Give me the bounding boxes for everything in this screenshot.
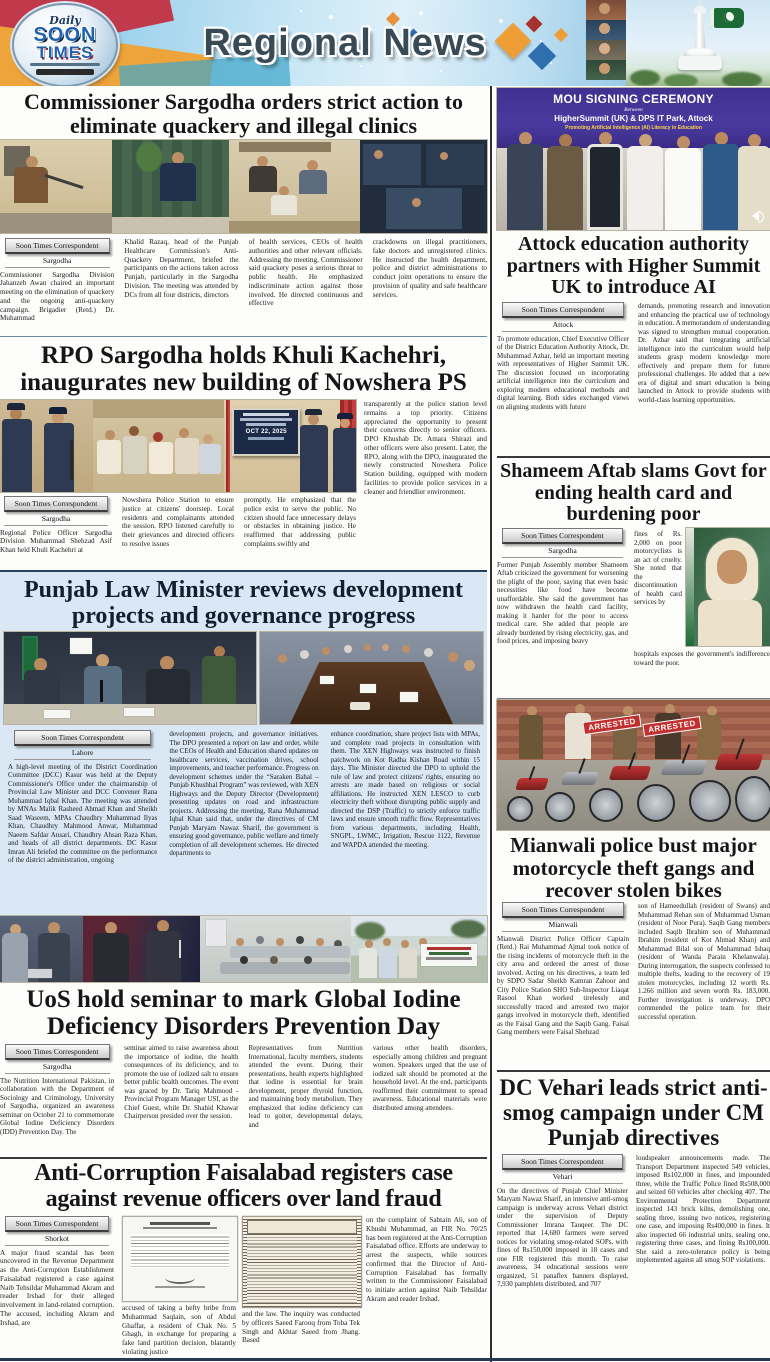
article-body-column: promptly. He emphasized that the police exist to serve the public. No citizen should face unnecessary delays or obstacles in obtaining justice. He reaffirmed that addressing public complaints swiftly and — [244, 496, 356, 548]
headline: UoS hold seminar to mark Global Iodine Deficiency Disorders Prevention Day — [26, 986, 461, 1040]
body-text: Commissioner Sargodha Division Jahanzeb Awan chaired an important meeting on the elimination of quackery and the ongoing anti-quackery campaign. Brigadier (Retd.) Dr. Muhammad — [0, 270, 115, 323]
article-body-column: A major fraud scandal has been uncovered in the Revenue Department as the Anti-Corruption Establishment Faisalabad registered a case against Naib Tehsildar Muhammad Akram and reader Irshad for their alleged involvement in land-related corruption. The accused, including Akram and Irshad, are — [0, 1248, 114, 1327]
article-body-column: Khalid Razaq, head of the Punjab Healthcare Commission's Anti-Quackery Department, briefed the participants on the actions taken across Punjab, particularly in the Sargodha Division. The meeting was attended by DCs from all four districts, directors — [124, 238, 239, 299]
page-bottom-rule — [0, 1358, 770, 1361]
article-body-column: enhance coordination, share project lists with MPAs, and complete road projects in consultation with them. The XEN Highways was instructed to finish patchwork on Kot Radha Kishan Road within 15 days. The Minister directed the DPO to uphold the rule of law and protect citizens' rights, ensuring no arrests are made based on religious or social affiliations. He instructed XEN LESCO to curb electricity theft without disrupting public supply and directed the DSP (Traffic) to strictly enforce traffic laws and ensure smooth traffic flow. Representatives from various departments, including Health, SNGPL, LWMC, Irrigation, Rescue 1122, Revenue and WAPDA attended the meeting. — [330, 730, 480, 849]
pakistan-flag-icon — [710, 8, 744, 28]
headline: Commissioner Sargodha orders strict action to eliminate quackery and illegal clinics — [24, 89, 463, 138]
byline-box: Soon Times Correspondent — [502, 302, 623, 318]
body-text: To promote education, Chief Executive Officer of the District Education Authority Attock, Dr. Muhammad Azhar, held an important meeting with representatives of Higher Summit UK. The discussion focused on incorporating artificial intelligence into the curriculum and exploring modern educational methods and digital learning. Both sides exchanged views on aligning students with future — [497, 334, 629, 411]
byline-box: Soon Times Correspondent — [5, 1044, 110, 1060]
dateline: Sargodha — [4, 512, 107, 525]
photo-mou-signing — [497, 88, 770, 230]
arrested-stamp: ARRESTED — [642, 716, 701, 737]
diamond-decor — [526, 16, 543, 33]
dateline: Shorkot — [5, 1232, 110, 1245]
logo-soon-text: SOON — [33, 23, 97, 46]
article-body-column: crackdowns on illegal practitioners, fake doctors and unregistered clinics. He instructed the health department, police and district administrations to conduct joint operations to ensure the provision of quality and safe healthcare services. — [372, 238, 487, 299]
mou-banner-subject: Promoting Artificial Intelligence (AI) Literacy in Education — [565, 125, 702, 131]
article-law-minister — [0, 570, 487, 918]
column-divider — [490, 86, 492, 1362]
article-body-column — [497, 902, 629, 1068]
masthead-sparkles — [300, 10, 302, 12]
photo-meeting-collage — [0, 140, 487, 233]
section-divider — [0, 336, 487, 337]
logo-times-text: TIMES — [36, 42, 94, 62]
headline: Anti-Corruption Faisalabad registers case against revenue officers over land fraud — [34, 1160, 453, 1212]
article-body-column: and the law. The inquiry was conducted by officers Saeed Farooq from Toba Tek Singh and Akhtar Saeed from Jhang. Based — [242, 1310, 360, 1345]
article-body-column: on the complaint of Sabtain Ali, son of Khushi Muhammad, an FIR No. 70/25 has been registered at the Anti-Corruption Faisalabad office. Efforts are underway to arrest the suspects, while sources confirmed that the Director of Anti-Corruption Faisalabad has formally written to the Commissioner Faisalabad to initiate action against Naib Tehsildar Akram and reader Irshad. — [366, 1216, 487, 1304]
article-body-column: hospitals exposes the government's indifference toward the poor. — [634, 650, 770, 667]
diamond-decor — [528, 42, 556, 70]
byline-box: Soon Times Correspondent — [14, 730, 151, 746]
diamond-decor — [554, 28, 568, 42]
headline: Attock education authority partners with Higher Summit UK to introduce AI — [506, 233, 761, 299]
logo-strip — [36, 69, 94, 75]
newspaper-logo — [12, 3, 118, 86]
photo-recovered-motorcycles — [497, 700, 770, 830]
fir-document-image-urdu — [242, 1216, 362, 1308]
photo-seminar-collage — [0, 916, 487, 982]
article-body-column — [0, 1044, 114, 1154]
dateline: Lahore — [14, 746, 151, 759]
article-body-column: development projects, and governance initiatives. The DPO presented a report on law and order, while the CEOs of Health and Education shared updates on healthcare services, vaccination drives, school improvements, and teacher performance. Progress on development schemes under the “Saraken Bahal – Punjab Khushhal Program” was reviewed, with XEN Highways and the Deputy Director (Development) presenting updates on road and infrastructure projects. Addressing the meeting, Rana Muhammad Iqbal Khan said that, under the directives of CM Punjab Maryam Nawaz Sharif, the government is ensuring good governance, public welfare and timely completion of all development schemes. He directed departments to — [169, 730, 319, 858]
section-divider — [497, 456, 770, 458]
article-body-column: various other health disorders, especially among children and pregnant women. Speakers urged that the use of iodized salt should be promoted at the household level. At the end, participants reaffirmed their commitment to spread awareness. Educational materials were distributed among attendees. — [372, 1044, 487, 1112]
article-body-column: loudspeaker announcements made. The Transport Department inspected 549 vehicles, imposed Rs102,000 in fines, and impounded three, while the Traffic Police fined Rs508,000 and seized 60 vehicles after checking 407. The Environmental Protection Department inspected 143 brick kilns, demolishing one, sealing three, issuing two notices, registering one case, and imposing Rs400,000 in fines. It also inspected 66 industrial units, sealing one, registering three cases, and fining Rs100,000. She said a zero-tolerance policy is being implemented against all smog SOP violations. — [636, 1154, 770, 1265]
article-body-column — [497, 302, 629, 454]
body-text: A high-level meeting of the District Coordination Committee (DCC) Kasur was held at the Deputy Commissioner's Office under the chairmanship of Provincial Law Minister and DCC Convener Rana Muhammad Iqbal Khan. The meeting was attended by MNAs Malik Rasheed Ahmad Khan and Sheikh Saad Waseem, MPAs Chaudhry Muhammad Ilyas Khan, Chaudhry Mahmood Anwar, Muhammad Naeem Safdar Ansari, Chaudhry Ahsan Raza Khan, and heads of all district departments. DC Kasur Imran Ali briefed the committee on the performance of the district administration, ongoing — [8, 762, 158, 865]
headline: Punjab Law Minister reviews development projects and governance progress — [23, 577, 464, 629]
section-divider — [497, 698, 770, 699]
mou-banner-between: Between — [624, 107, 643, 113]
arrested-stamp: ARRESTED — [582, 714, 641, 735]
article-body-column: transparently at the police station level remains a top priority. Citizens appreciated the opportunity to present their concerns directly to senior officers. DPO Khushab Dr. Amara Shirazi and other officers were also present. Later, the RPO, along with the DPO, inaugurated the newly constructed Nowshera Police Station building, equipped with modern facilities to provide police services in a cleaner and friendlier environment. — [364, 400, 487, 496]
masthead-faces-collage — [586, 0, 626, 80]
article-body-column — [0, 496, 112, 566]
dateline: Vehari — [502, 1170, 623, 1183]
headline: RPO Sargodha holds Khuli Kachehri, inaugurates new building of Nowshera PS — [20, 342, 467, 396]
body-text: The Nutrition International Pakistan, in collaboration with the Department of Sociology and Criminology, University of Sargodha, organized an awareness seminar on October 21 to commemorate Global Iodine Deficiency Disorders (IDD) Prevention Day. The — [0, 1076, 115, 1136]
article-body-column: demands, promoting research and innovation and enhancing the practical use of technology in education. A memorandum of understanding was signed to strengthen mutual cooperation. Dr. Azhar said that integrating artificial intelligence into the curriculum would help students grasp modern knowledge more effectively and prepare them for future professional challenges. He added that a new era of digital and smart education is being launched in Attock to provide students with world-class learning opportunities. — [638, 302, 770, 404]
byline-box: Soon Times Correspondent — [5, 238, 110, 254]
headline: DC Vehari leads strict anti-smog campaign under CM Punjab directives — [499, 1075, 768, 1150]
logo-subline — [30, 63, 100, 66]
fir-document-image — [122, 1216, 238, 1302]
article-body-column: fines of Rs. 2,000 on poor motorcyclists is an act of cruelty. She noted that the discontinuation of health card services by — [634, 530, 682, 607]
byline-box: Soon Times Correspondent — [4, 496, 107, 512]
mou-banner-parties: HigherSummit (UK) & DPS IT Park, Attock — [554, 114, 713, 123]
article-body-column — [0, 238, 114, 334]
article-body-column: seminar aimed to raise awareness about the importance of iodine, the health consequences of its deficiency, and to promote the use of iodized salt to ensure better public health outcomes. The event was graced by Dr. Tariq Mahmood -Provincial Program Manager USI, as the Chief Guest, while Dr. Shahid Khawar Chairperson presided over the session. — [124, 1044, 239, 1121]
mou-banner-title: MOU SIGNING CEREMONY — [553, 92, 714, 106]
minar-e-pakistan-art — [626, 0, 770, 86]
section-divider — [497, 1070, 770, 1072]
dateline: Sargodha — [5, 1060, 110, 1073]
body-text: Mianwali District Police Officer Captain (Retd.) Rai Muhammad Ajmal took notice of the rising incidents of motorcycle theft in the city area and ordered the arrest of those involved. Acting on his directives, a team led by SDPO Sadar Sheikh Kamran Zahoor and City Police Station SHO Sub-Inspector Liaqat Rasool Khan worked tirelessly and successfully traced and arrested two major gangs involved in motorcycle theft, identified as the Faisal Gang and the Saqib Gang. Faisal Gang members were Faisal Shehzad — [497, 934, 629, 1037]
byline-box: Soon Times Correspondent — [502, 902, 623, 918]
speaker-icon — [747, 210, 763, 222]
byline-box: Soon Times Correspondent — [502, 1154, 623, 1170]
article-body-column: son of Hameedullah (resident of Swans) and Muhammad Rehan son of Muhammad Usman (resident of Noor Pura). Saqib Gang members included Saqib Ibrahim son of Muhammad Ibrahim (resident of Kot Ahmad Khan) and Muhammad Bilal son of Muhammad Ishaq (resident of Wanda Parain Khelanwala). During interrogation, the suspects confessed to multiple thefts, leading to the recovery of 19 stolen motorcycles, including 12 worth Rs. 1.266 million and seven worth Rs. 183,000. Further investigation is underway. DPO commended the police team for their successful operation. — [638, 902, 770, 1021]
photo-dcc-meeting-left — [4, 632, 256, 724]
masthead — [0, 0, 770, 86]
article-body-column: accused of taking a hefty bribe from Muhammad Saqlain, son of Abdul Ghaffar, a resident of Chak No. 5 Ghagh, in exchange for preparing a fake land partition decision, blatantly violating justice — [122, 1304, 236, 1356]
dateline: Sargodha — [5, 254, 110, 267]
article-body-column: Former Punjab Assembly member Shameem Aftab criticized the government for worsening the plight of the poor, saying that even basic necessities like food have become unaffordable. She said the government has now withdrawn the health card facility, making it harder for the poor to access medical care. She added that people are already burdened by rising electricity, gas, and food prices, and imposing heavy — [497, 560, 628, 646]
headline: Mianwali police bust major motorcycle theft gangs and recover stolen bikes — [510, 833, 757, 903]
photo-dcc-meeting-right — [260, 632, 483, 724]
dateline: Sargodha — [502, 544, 623, 557]
body-text: Regional Police Officer Sargodha Division Muhammad Shehzad Asif Khan held Khuli Kachehri at — [0, 528, 112, 555]
dateline: Mianwali — [502, 918, 623, 931]
headline: Shameem Aftab slams Govt for ending health card and burdening poor — [500, 460, 767, 526]
article-body-column: Representatives from Nutrition International, faculty members, students attended the event. During their presentations, health experts highlighted that iodine is essential for brain development, proper thyroid function, and maintaining body metabolism. They emphasized that iodine deficiency can lead to goiter, developmental delays, and — [248, 1044, 363, 1129]
section-divider — [0, 1157, 487, 1159]
photo-rpo-inauguration — [0, 400, 356, 492]
article-body-column: of health services, CEOs of health authorities and other relevant officials. Addressing the meeting, Commissioner said quackery poses a serious threat to public health. He emphasized indiscriminate action against those involved. He directed continuous and effective — [248, 238, 363, 308]
plaque-date-text: OCT 22, 2025 — [245, 429, 287, 435]
logo-daily-text: Daily — [49, 13, 81, 27]
mou-banner — [497, 88, 770, 148]
byline-box: Soon Times Correspondent — [5, 1216, 110, 1232]
photo-shameem-aftab — [686, 528, 770, 646]
dateline: Attock — [502, 318, 623, 331]
article-body-column: On the directives of Punjab Chief Minister Maryam Nawaz Sharif, an intensive anti-smog campaign is underway across Vehari district under the supervision of Deputy Commissioner Imrana Tauqeer. The DC reported that 14,680 farmers were served notices for violating smog-related SOPs, with fines of Rs150,000 imposed in 18 cases and one FIR registered this month. To raise awareness, 34 educational sessions were organized, 51 panaflex banners displayed, 7,930 pamphlets distributed, and 707 — [497, 1186, 628, 1289]
article-body-column — [8, 730, 157, 910]
byline-box: Soon Times Correspondent — [502, 528, 623, 544]
page-title: Regional News — [203, 22, 487, 64]
article-body-column: Nowshera Police Station to ensure justice at citizens' doorstep. Local residents and complainants attended the session. RPO listened carefully to their grievances and directed officers to resolve issues — [122, 496, 234, 548]
